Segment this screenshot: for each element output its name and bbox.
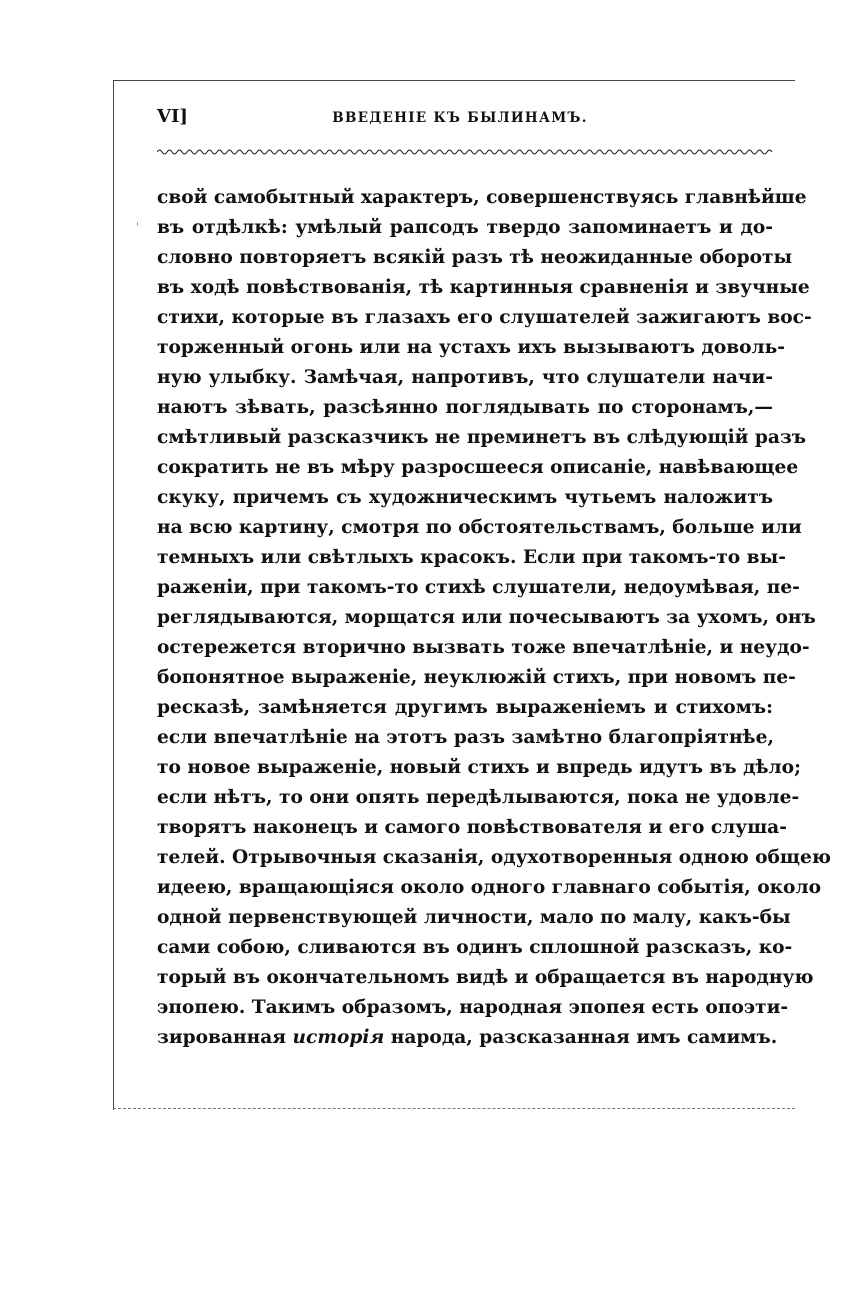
text-line: сократить не въ мѣру разросшееся описаніе, навѣвающее bbox=[157, 457, 799, 478]
text-line: стихи, которые въ глазахъ его слушателей зажигаютъ вос- bbox=[157, 307, 812, 328]
wavy-divider bbox=[157, 147, 773, 157]
text-line: смѣтливый разсказчикъ не преминетъ въ слѣдующій разъ bbox=[157, 427, 807, 448]
text-line: телей. Отрывочныя сказанія, одухотворенныя одною общею bbox=[157, 847, 831, 868]
text-line: сами собою, сливаются въ одинъ сплошной разсказъ, ко- bbox=[157, 937, 793, 958]
text-line: торженный огонь или на устахъ ихъ вызываютъ доволь- bbox=[157, 337, 785, 358]
last-line-end: народа, разсказанная имъ самимъ. bbox=[384, 1027, 778, 1048]
text-line: въ ходѣ повѣствованія, тѣ картинныя сравненія и звучные bbox=[157, 277, 810, 298]
text-line: остережется вторично вызвать тоже впечатлѣніе, и неудо- bbox=[157, 637, 810, 658]
text-line: реглядываются, морщатся или почесываютъ за ухомъ, онъ bbox=[157, 607, 816, 628]
last-line-start: зированная bbox=[157, 1027, 293, 1048]
running-title: ВВЕДЕНІЕ КЪ БЫЛИНАМЪ. bbox=[332, 110, 588, 126]
page-frame-bottom-rule bbox=[113, 1108, 795, 1109]
text-line: словно повторяетъ всякій разъ тѣ неожиданные обороты bbox=[157, 247, 793, 268]
page-number: VI] bbox=[157, 106, 188, 127]
text-line: наютъ зѣвать, разсѣянно поглядывать по сторонамъ,— bbox=[157, 397, 773, 418]
text-line: ресказѣ, замѣняется другимъ выраженіемъ и стихомъ: bbox=[157, 697, 773, 718]
italic-word-istoriya: исторія bbox=[292, 1027, 385, 1048]
page-frame-left-rule bbox=[113, 80, 114, 1110]
text-line: если впечатлѣніе на этотъ разъ замѣтно благопріятнѣе, bbox=[157, 727, 774, 748]
text-line: ную улыбку. Замѣчая, напротивъ, что слушатели начи- bbox=[157, 367, 773, 388]
text-line: торый въ окончательномъ видѣ и обращается въ народную bbox=[157, 967, 814, 988]
text-line: скуку, причемъ съ художническимъ чутьемъ наложитъ bbox=[157, 487, 773, 508]
text-line: одной первенствующей личности, мало по малу, какъ-бы bbox=[157, 907, 791, 928]
text-line: идеею, вращающіяся около одного главнаго событія, около bbox=[157, 877, 821, 898]
text-line: эпопею. Такимъ образомъ, народная эпопея есть опоэти- bbox=[157, 997, 789, 1018]
text-line: творятъ наконецъ и самого повѣствователя и его слуша- bbox=[157, 817, 787, 838]
text-line: если нѣтъ, то они опять передѣлываются, пока не удовле- bbox=[157, 787, 800, 808]
text-line: на всю картину, смотря по обстоятельствамъ, больше или bbox=[157, 517, 802, 538]
text-line: бопонятное выраженіе, неуклюжій стихъ, при новомъ пе- bbox=[157, 667, 796, 688]
text-line: то новое выраженіе, новый стихъ и впредь идутъ въ дѣло; bbox=[157, 757, 801, 778]
page-frame-top-rule bbox=[113, 80, 795, 81]
text-line: въ отдѣлкѣ: умѣлый рапсодъ твердо запоминаетъ и до- bbox=[157, 217, 773, 238]
text-line: раженіи, при такомъ-то стихѣ слушатели, недоумѣвая, пе- bbox=[157, 577, 800, 598]
text-line-last bbox=[157, 1023, 778, 1053]
body-paragraph bbox=[157, 183, 831, 1053]
text-line: темныхъ или свѣтлыхъ красокъ. Если при такомъ-то вы- bbox=[157, 547, 786, 568]
text-line: свой самобытный характеръ, совершенствуясь главнѣйше bbox=[157, 187, 807, 208]
margin-tick-mark: ' bbox=[136, 222, 139, 233]
